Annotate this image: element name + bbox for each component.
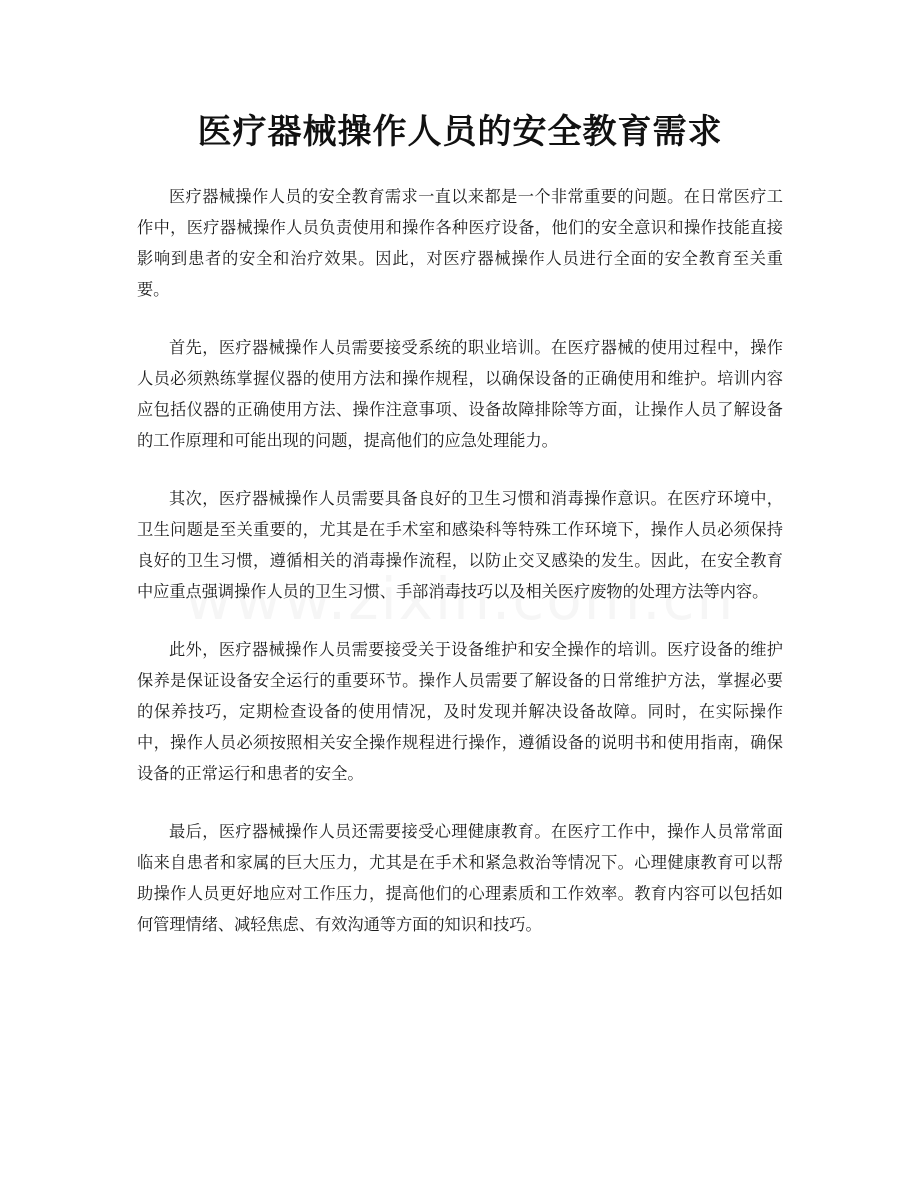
document-body xyxy=(137,181,783,967)
paragraph-training: 首先，医疗器械操作人员需要接受系统的职业培训。在医疗器械的使用过程中，操作人员必须熟练掌握仪器的使用方法和操作规程，以确保设备的正确使用和维护。培训内容应包括仪器的正确使用方法、操作注意事项、设备故障排除等方面，让操作人员了解设备的工作原理和可能出现的问题，提高他们的应急处理能力。 xyxy=(137,338,783,450)
paragraph-mental-health: 最后，医疗器械操作人员还需要接受心理健康教育。在医疗工作中，操作人员常常面临来自患者和家属的巨大压力，尤其是在手术和紧急救治等情况下。心理健康教育可以帮助操作人员更好地应对工作压力，提高他们的心理素质和工作效率。教育内容可以包括如何管理情绪、减轻焦虑、有效沟通等方面的知识和技巧。 xyxy=(137,822,783,934)
document-title: 医疗器械操作人员的安全教育需求 xyxy=(197,112,723,152)
paragraph-intro: 医疗器械操作人员的安全教育需求一直以来都是一个非常重要的问题。在日常医疗工作中，医疗器械操作人员负责使用和操作各种医疗设备，他们的安全意识和操作技能直接影响到患者的安全和治疗效果。因此，对医疗器械操作人员进行全面的安全教育至关重要。 xyxy=(137,187,783,299)
paragraph-hygiene: 其次，医疗器械操作人员需要具备良好的卫生习惯和消毒操作意识。在医疗环境中，卫生问题是至关重要的，尤其是在手术室和感染科等特殊工作环境下，操作人员必须保持良好的卫生习惯，遵循相关的消毒操作流程，以防止交叉感染的发生。因此，在安全教育中应重点强调操作人员的卫生习惯、手部消毒技巧以及相关医疗废物的处理方法等内容。 xyxy=(137,489,783,601)
paragraph-maintenance: 此外，医疗器械操作人员需要接受关于设备维护和安全操作的培训。医疗设备的维护保养是保证设备安全运行的重要环节。操作人员需要了解设备的日常维护方法，掌握必要的保养技巧，定期检查设备的使用情况，及时发现并解决设备故障。同时，在实际操作中，操作人员必须按照相关安全操作规程进行操作，遵循设备的说明书和使用指南，确保设备的正常运行和患者的安全。 xyxy=(137,640,783,783)
